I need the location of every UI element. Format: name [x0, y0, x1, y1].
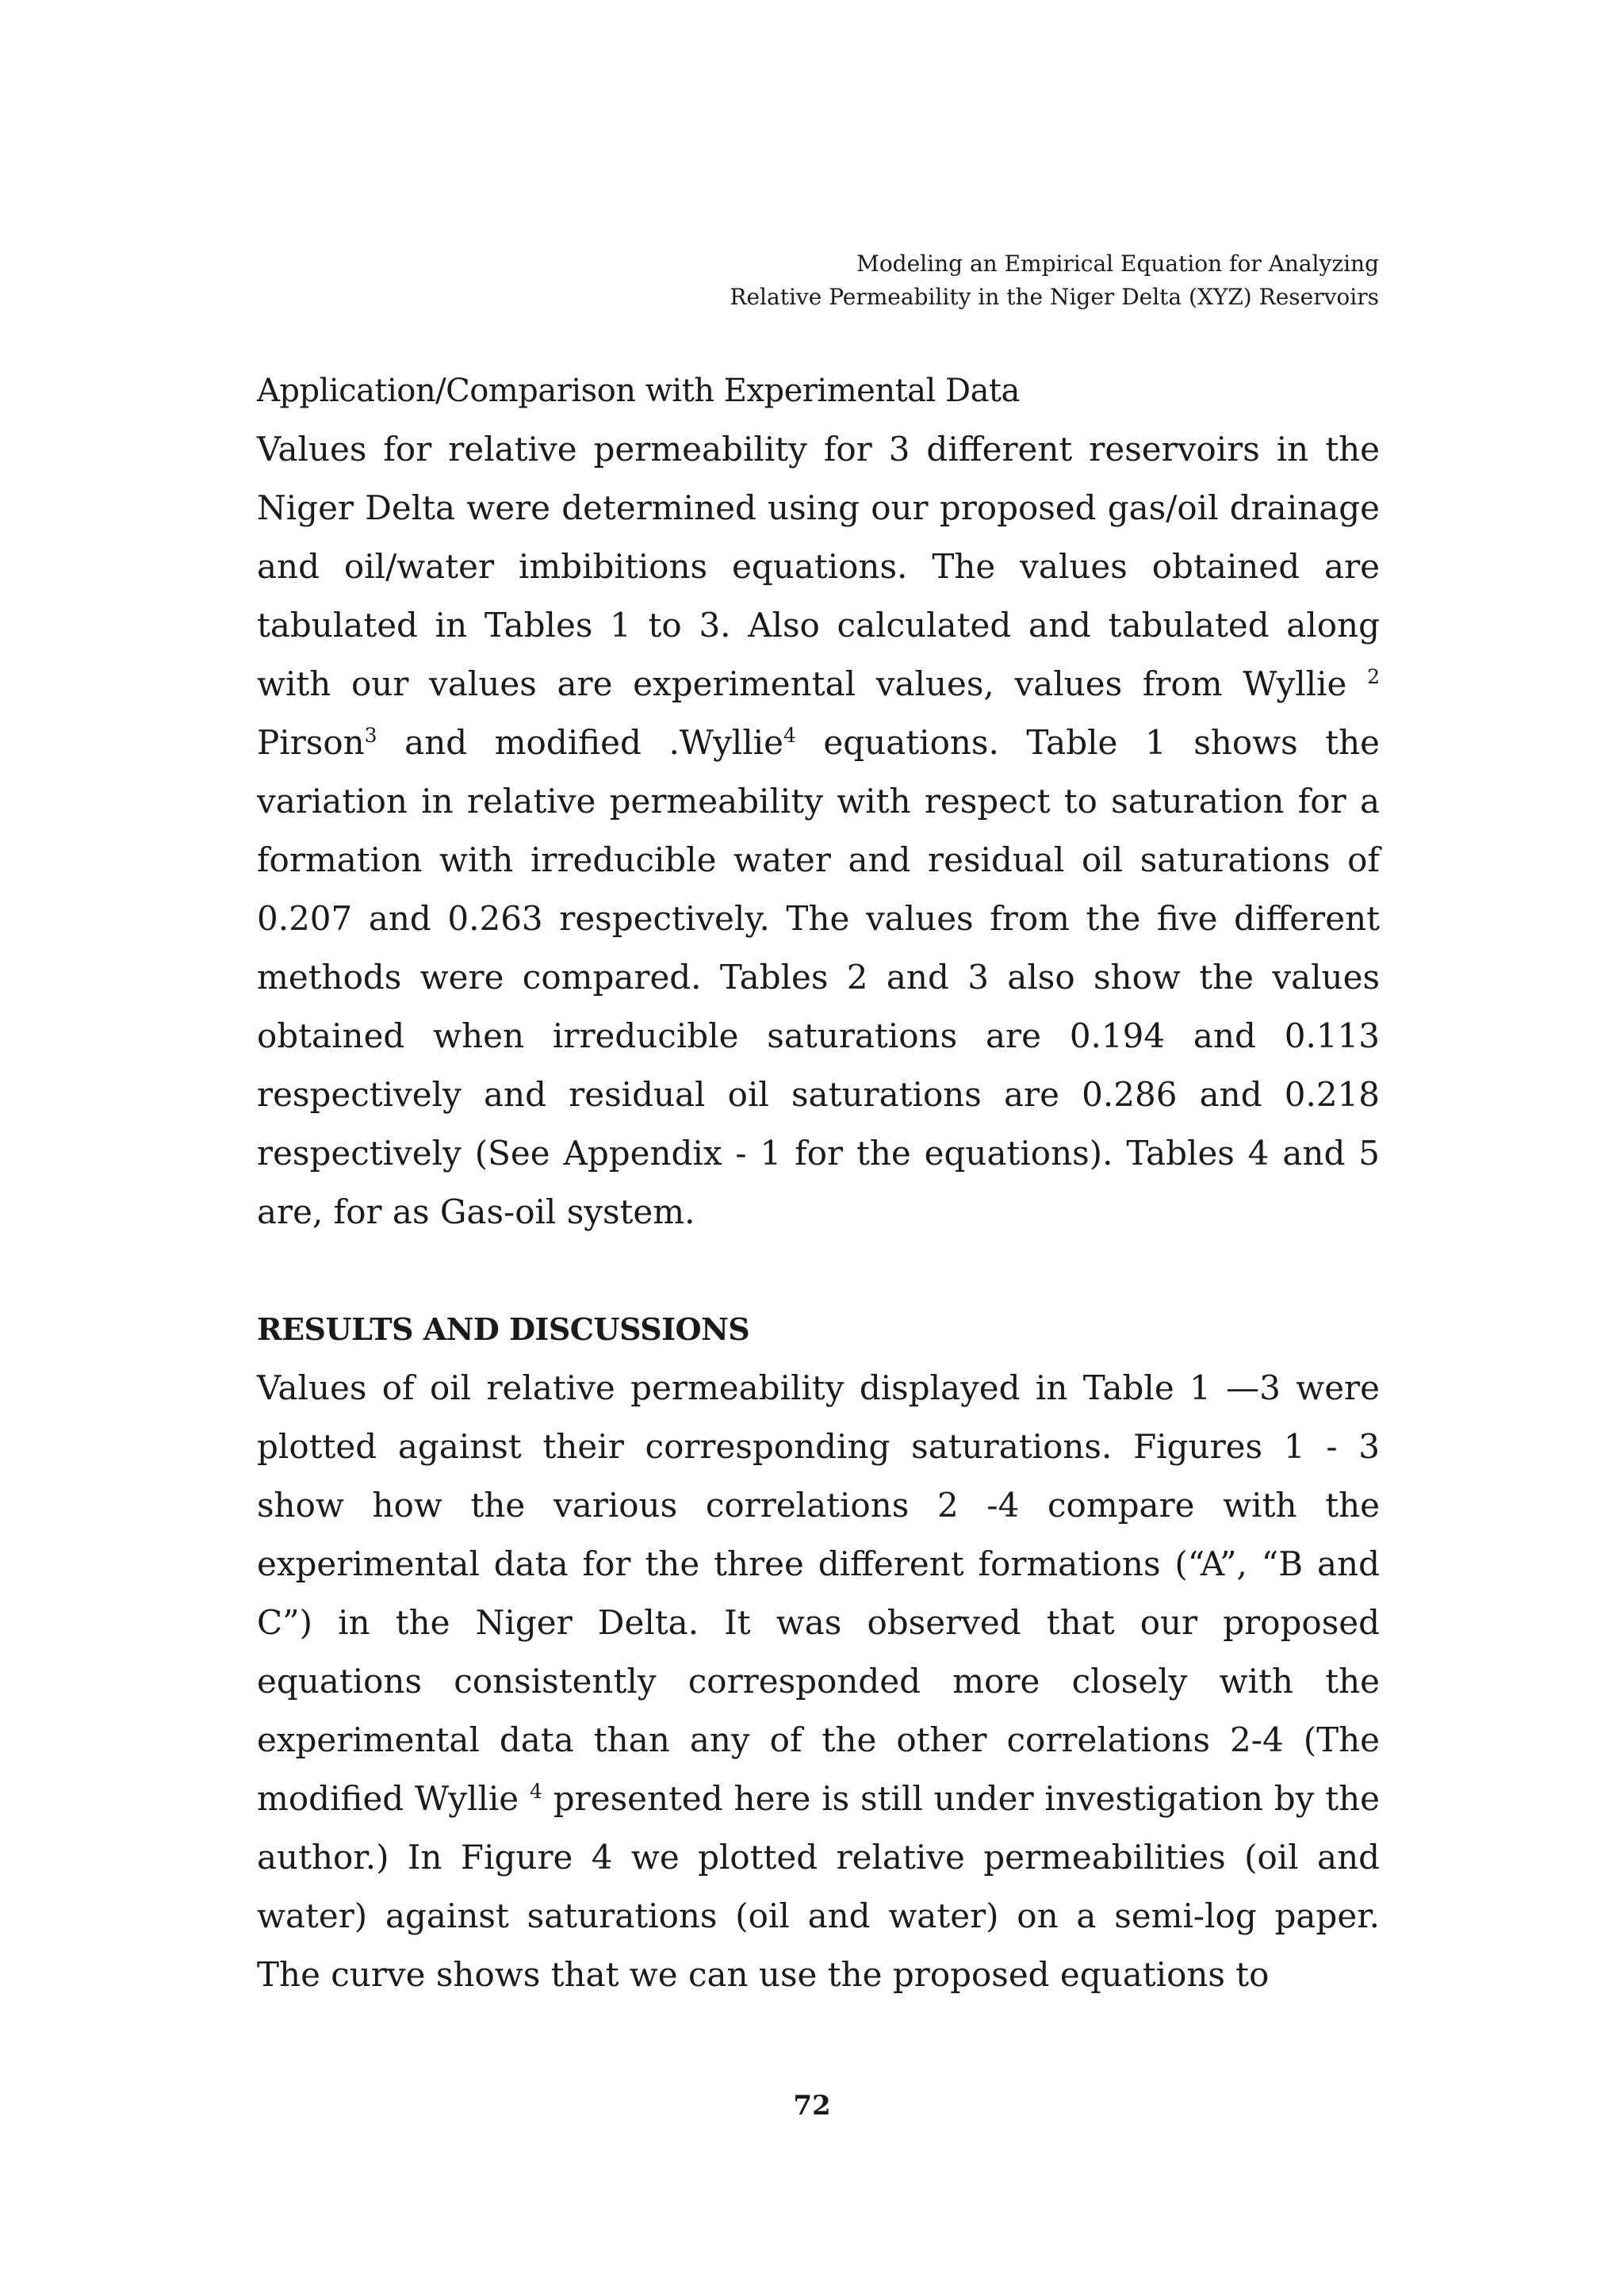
- superscript-ref: 4: [530, 1780, 542, 1803]
- paragraph-text: Pirson: [257, 723, 365, 762]
- running-head-line-2: Relative Permeability in the Niger Delta (XYZ) Reservoirs: [730, 284, 1379, 310]
- page-body: [257, 362, 1380, 2004]
- page-number: 72: [793, 2090, 831, 2122]
- superscript-ref: 3: [364, 724, 377, 747]
- paragraph-text: equations. Table 1 shows the variation in relative permeability with respect to saturation for a formation with irreducible water and residual oil saturations of 0.207 and 0.263 respectively. The values from the five different methods were compared. Tables 2 and 3 also show the values obtained when irreducible saturations are 0.194 and 0.113 respectively and residual oil saturations are 0.286 and 0.218 respectively (See Appendix - 1 for the equations). Tables 4 and 5 are, for as Gas-oil system.: [257, 723, 1380, 1231]
- paragraph-text: and modified .Wyllie: [377, 723, 783, 762]
- paragraph-text: Values for relative permeability for 3 different reservoirs in the Niger Delta were determined using our proposed gas/oil drainage and oil/water imbibitions equations. The values obtained are tabulated in Tables 1 to 3. Also calculated and tabulated along with our values are experimental values, values from Wyllie: [257, 430, 1380, 703]
- running-head-line-1: Modeling an Empirical Equation for Analyzing: [856, 251, 1379, 277]
- paragraph-text: Values of oil relative permeability displayed in Table 1 —3 were plotted against their corresponding saturations. Figures 1 - 3 show how the various correlations 2 -4 compare with the experimental data for the three different formations (“A”, “B and C”) in the Niger Delta. It was observed that our proposed equations consistently corresponded more closely with the experimental data than any of the other correlations 2-4 (The modified Wyllie: [257, 1368, 1380, 1818]
- superscript-ref: 4: [783, 724, 796, 747]
- paragraph-text: presented here is still under investigation by the author.) In Figure 4 we plotted relative permeabilities (oil and water) against saturations (oil and water) on a semi-log paper. The curve shows that we can use the proposed equations to: [257, 1779, 1380, 1994]
- section-spacer: [257, 1242, 1380, 1300]
- superscript-ref: 2: [1367, 665, 1380, 688]
- section-heading-results: RESULTS AND DISCUSSIONS: [257, 1311, 750, 1347]
- section-heading-application: Application/Comparison with Experimental Data: [257, 373, 1020, 409]
- running-head: [730, 247, 1379, 314]
- paragraph-results: [257, 1359, 1380, 2004]
- paragraph-application: [257, 420, 1380, 1242]
